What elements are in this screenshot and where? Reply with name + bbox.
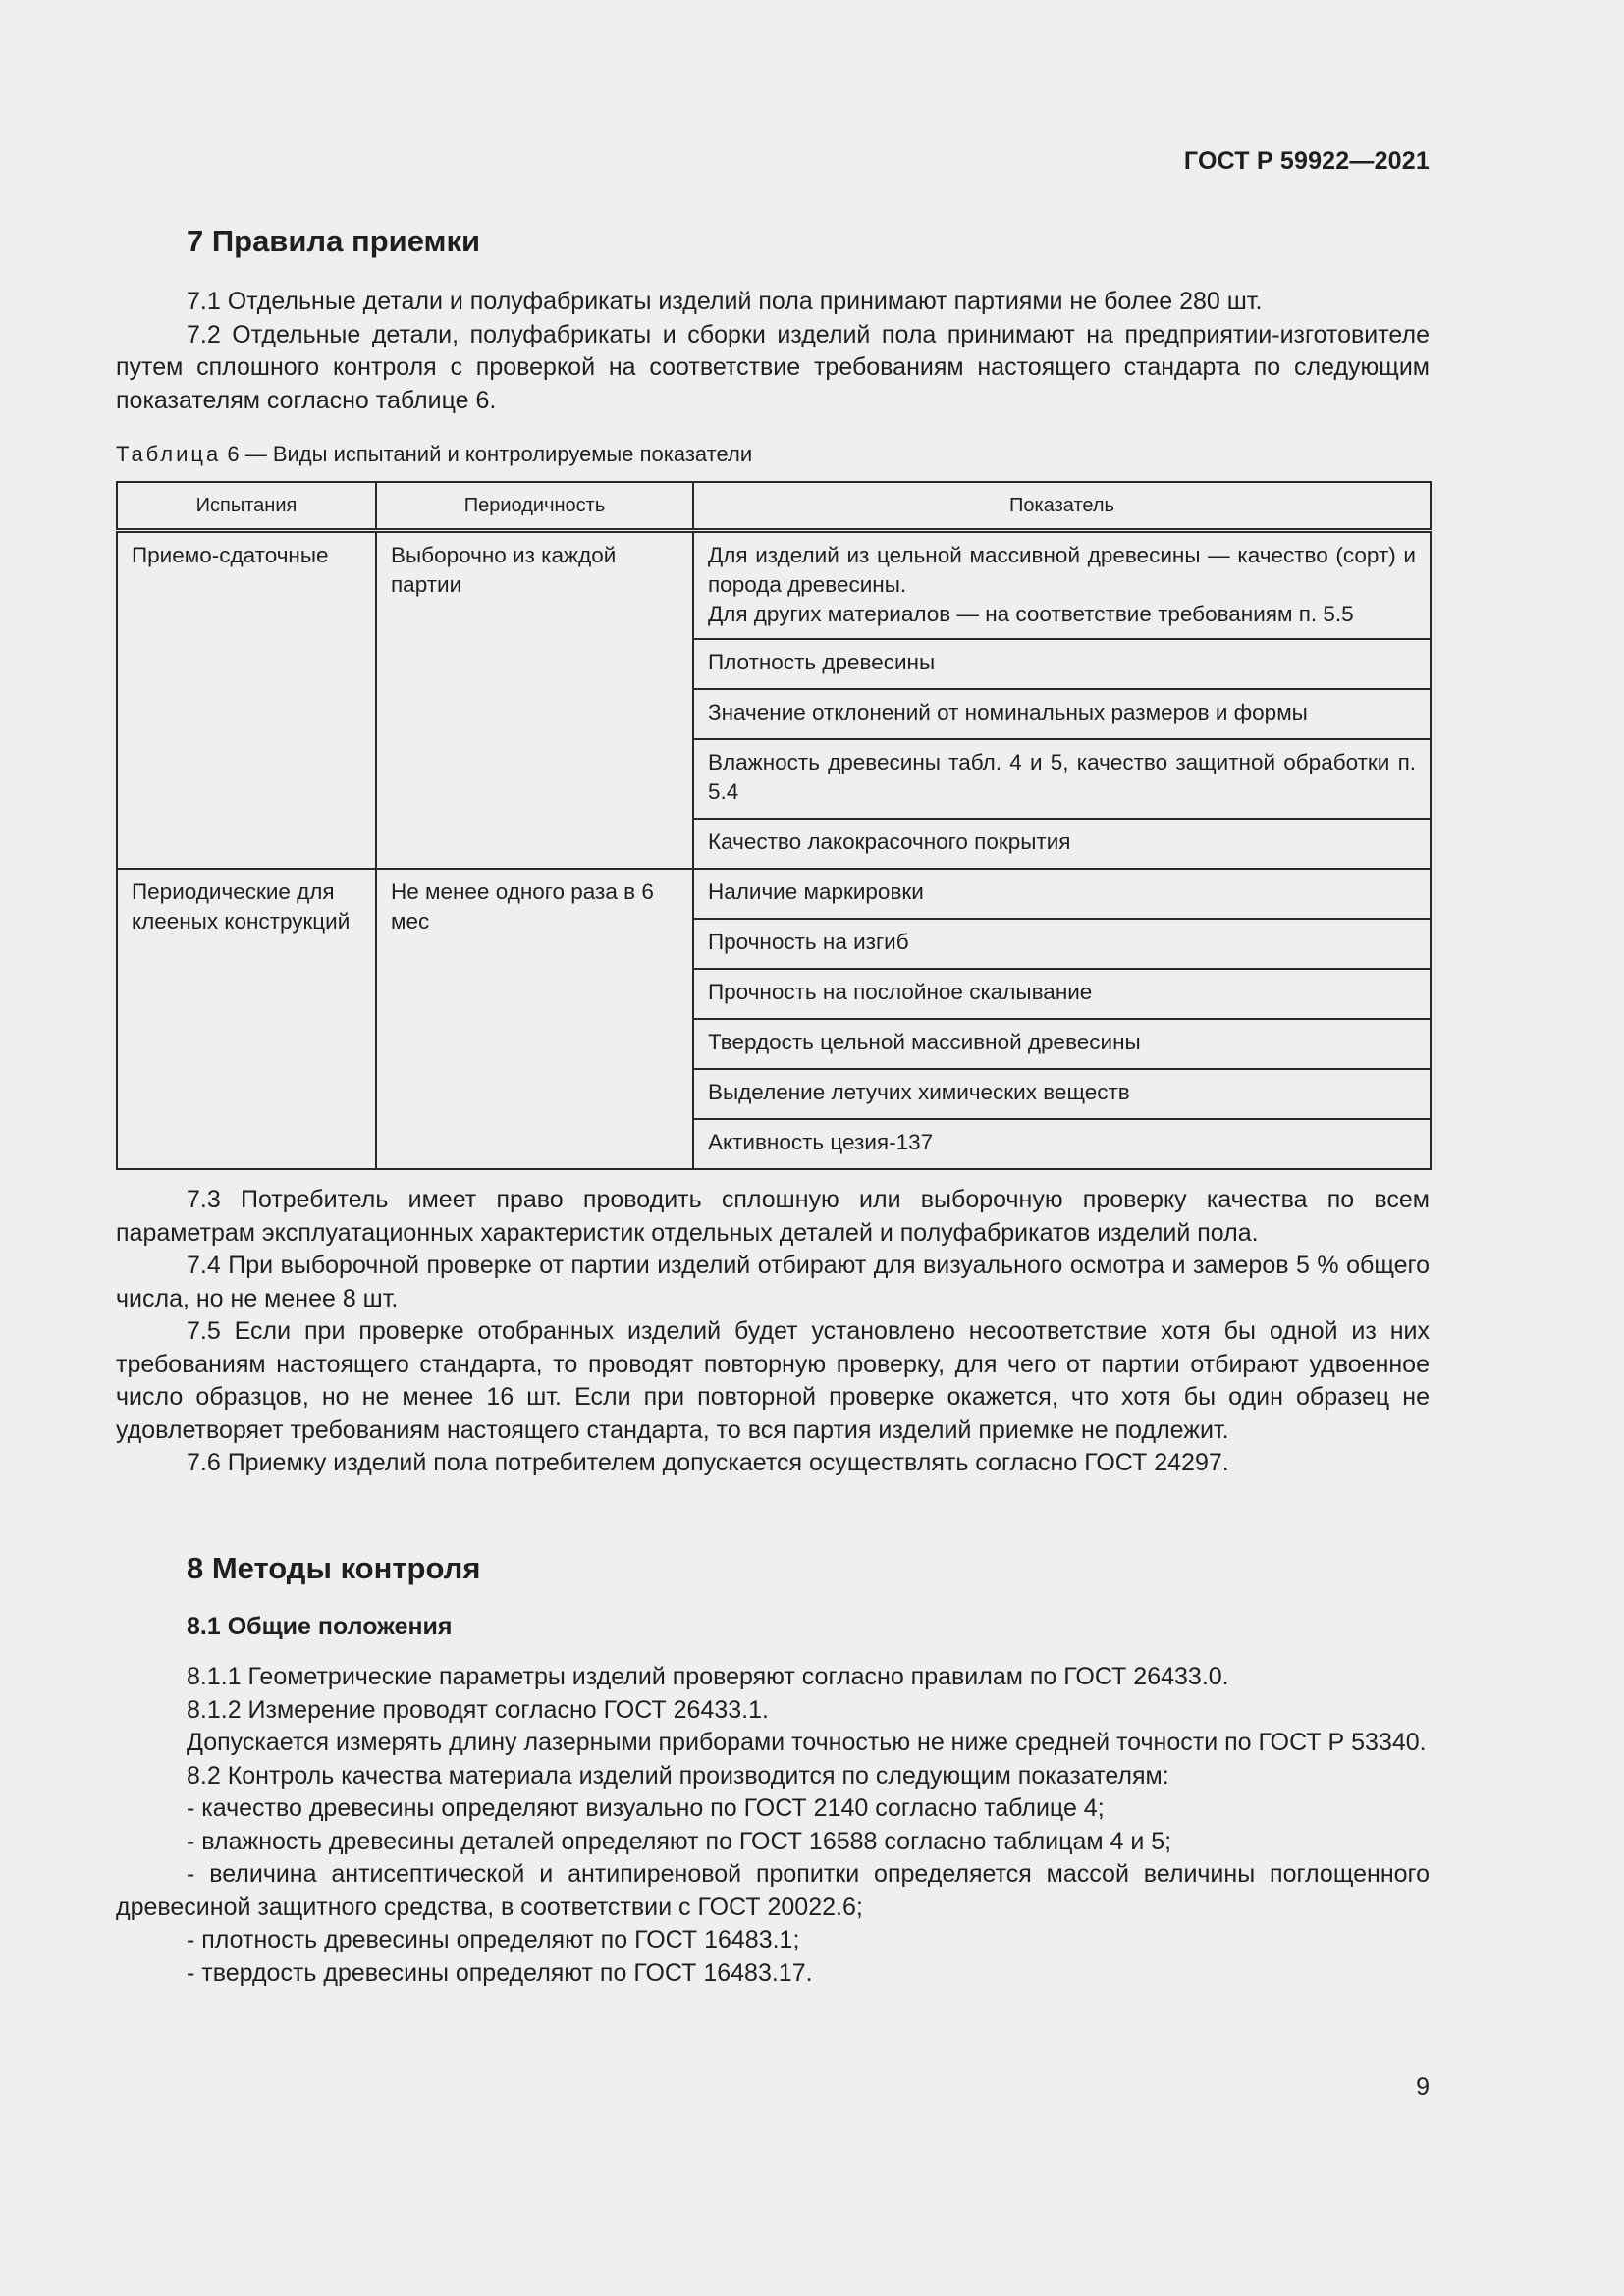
list-item: - величина антисептической и антипиреновой пропитки определяется массой величины поглощенного древесиной защитного средства, в соответствии с ГОСТ 20022.6; (116, 1860, 1430, 1921)
indicator-cell: Качество лакокрасочного покрытия (693, 819, 1431, 869)
paragraph-7-1: 7.1 Отдельные детали и полуфабрикаты изделий пола принимают партиями не более 280 шт. (187, 288, 1263, 315)
section-7-intro (116, 286, 1430, 417)
indicator-cell: Прочность на послойное скалывание (693, 969, 1431, 1019)
periodicity-cell: Не менее одного раза в 6 мес (376, 869, 693, 1169)
header-periodicity: Периодичность (376, 482, 693, 531)
table-6 (116, 481, 1432, 1170)
list-item: - твердость древесины определяют по ГОСТ 16483.17. (187, 1958, 813, 1987)
periodicity-cell: Выборочно из каждой партии (376, 531, 693, 870)
indicator-cell: Влажность древесины табл. 4 и 5, качество защитной обработки п. 5.4 (693, 739, 1431, 819)
section-8-body (116, 1661, 1430, 1990)
indicator-text: Для изделий из цельной массивной древесины — качество (сорт) и порода древесины. (708, 543, 1416, 597)
paragraph-7-5: 7.5 Если при проверке отобранных изделий будет установлено несоответствие хотя бы одной из них требованиям настоящего стандарта, то проводят повторную проверку, для чего от партии отбирают удвоенное число образцов, но не менее 16 шт. Если при повторной проверке окажется, что хотя бы один образец не удовлетворяет требованиям настоящего стандарта, то вся партия изделий приемке не подлежит. (116, 1317, 1430, 1444)
section-7-title: 7 Правила приемки (187, 224, 481, 258)
paragraph-8-1-1: 8.1.1 Геометрические параметры изделий проверяют согласно правилам по ГОСТ 26433.0. (187, 1663, 1229, 1690)
table-header-row (117, 482, 1431, 531)
subsection-8-1-title: 8.1 Общие положения (187, 1613, 453, 1640)
header-indicator: Показатель (693, 482, 1431, 531)
list-item: - плотность древесины определяют по ГОСТ 16483.1; (187, 1926, 800, 1953)
indicator-cell: Значение отклонений от номинальных размеров и формы (693, 689, 1431, 739)
paragraph-laser: Допускается измерять длину лазерными приборами точностью не ниже средней точности по ГОСТ Р 53340. (187, 1729, 1427, 1756)
page-number: 9 (1416, 2073, 1430, 2101)
indicator-cell: Наличие маркировки (693, 869, 1431, 919)
paragraph-7-4: 7.4 При выборочной проверке от партии изделий отбирают для визуального осмотра и замеров 5 % общего числа, но не менее 8 шт. (116, 1252, 1430, 1312)
paragraph-7-3: 7.3 Потребитель имеет право проводить сплошную или выборочную проверку качества по всем параметрам эксплуатационных характеристик отдельных деталей и полуфабрикатов изделий пола. (116, 1186, 1430, 1247)
table-caption-text: 6 — Виды испытаний и контролируемые показатели (221, 442, 753, 466)
paragraph-8-1-2: 8.1.2 Измерение проводят согласно ГОСТ 26433.1. (187, 1695, 769, 1724)
paragraph-7-2: 7.2 Отдельные детали, полуфабрикаты и сборки изделий пола принимают на предприятии-изготовителе путем сплошного контроля с проверкой на соответствие требованиям настоящего стандарта по следующим показателям согласно таблице 6. (116, 320, 1430, 414)
indicator-cell: Плотность древесины (693, 639, 1431, 689)
document-page (116, 0, 1430, 2296)
section-7-continued (116, 1184, 1430, 1480)
test-type-cell: Приемо-сдаточные (117, 531, 376, 870)
indicator-cell: Выделение летучих химических веществ (693, 1069, 1431, 1119)
table-caption-label: Таблица (116, 442, 222, 466)
table-row (117, 869, 1431, 919)
table-row (117, 531, 1431, 640)
list-item: - качество древесины определяют визуально по ГОСТ 2140 согласно таблице 4; (187, 1794, 1105, 1822)
paragraph-7-6: 7.6 Приемку изделий пола потребителем допускается осуществлять согласно ГОСТ 24297. (187, 1449, 1229, 1476)
indicator-cell (693, 531, 1431, 640)
document-code: ГОСТ Р 59922—2021 (1183, 147, 1430, 175)
indicator-cell: Прочность на изгиб (693, 919, 1431, 969)
paragraph-8-2: 8.2 Контроль качества материала изделий производится по следующим показателям: (187, 1761, 1169, 1789)
list-item: - влажность древесины деталей определяют по ГОСТ 16588 согласно таблицам 4 и 5; (187, 1827, 1172, 1855)
indicator-cell: Активность цезия-137 (693, 1119, 1431, 1169)
test-type-cell: Периодические для клееных конструкций (117, 869, 376, 1169)
section-8-title: 8 Методы контроля (187, 1551, 481, 1585)
header-tests: Испытания (117, 482, 376, 531)
indicator-text: Для других материалов — на соответствие требованиям п. 5.5 (708, 602, 1354, 626)
table-6-caption (116, 440, 752, 469)
indicator-cell: Твердость цельной массивной древесины (693, 1019, 1431, 1069)
